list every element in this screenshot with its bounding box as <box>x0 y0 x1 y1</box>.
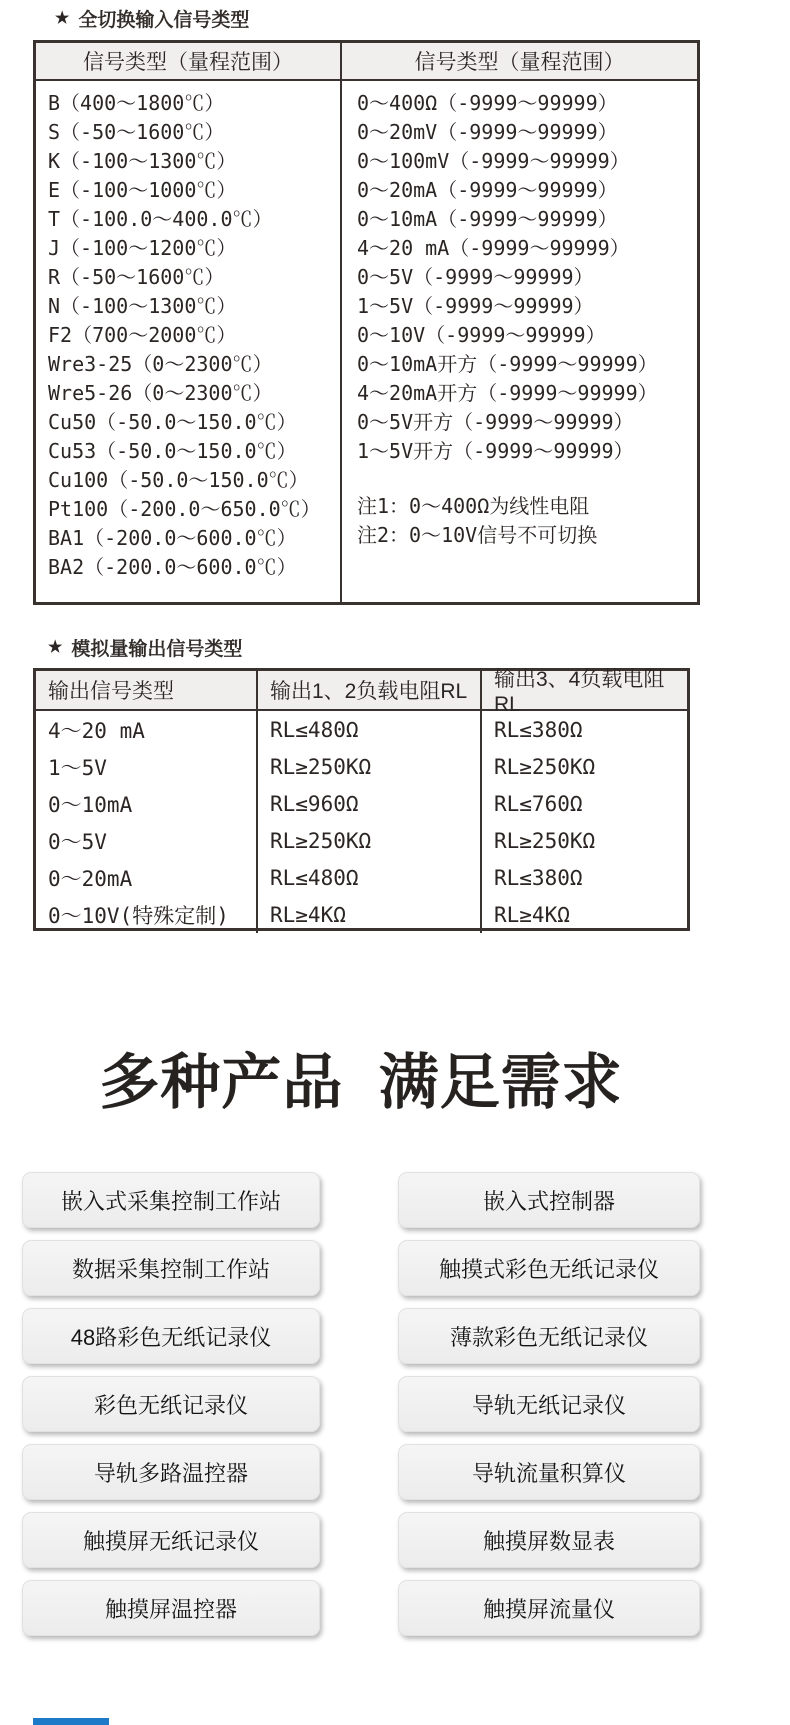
table-note: 注2：0～10V信号不可切换 <box>357 523 598 547</box>
product-button[interactable]: 薄款彩色无纸记录仪 <box>398 1308 700 1364</box>
output-table-row <box>36 785 687 822</box>
input-table-right-column <box>342 81 697 604</box>
input-signal-row: Wre3-25（0～2300℃） <box>48 352 273 376</box>
output-load-rl34-cell: RL≤380Ω <box>494 865 583 890</box>
input-signal-row: 0～10V（-9999～99999） <box>357 323 606 347</box>
product-button[interactable]: 触摸屏温控器 <box>22 1580 320 1636</box>
product-button[interactable]: 48路彩色无纸记录仪 <box>22 1308 320 1364</box>
input-signal-row: 0～400Ω（-9999～99999） <box>357 91 618 115</box>
output-table-header-rl34: 输出3、4负载电阻RL <box>494 668 665 716</box>
output-signal-type-cell: 4～20 mA <box>36 711 258 748</box>
product-button[interactable]: 导轨流量积算仪 <box>398 1444 700 1500</box>
output-load-rl12-cell: RL≤480Ω <box>258 859 482 896</box>
section-title-input: 全切换输入信号类型 <box>78 10 250 31</box>
input-signal-row: Cu100（-50.0～150.0℃） <box>48 468 309 492</box>
input-signal-row: 0～20mV（-9999～99999） <box>357 120 618 144</box>
input-signal-row: Cu53（-50.0～150.0℃） <box>48 439 297 463</box>
input-table-header-row <box>36 43 697 81</box>
output-signal-type-cell: 0～20mA <box>36 859 258 896</box>
output-load-rl34-cell: RL≥250KΩ <box>494 828 596 853</box>
input-signal-row: K（-100～1300℃） <box>48 149 237 173</box>
output-signal-type-cell: 1～5V <box>36 748 258 785</box>
input-table-notes <box>357 492 697 550</box>
bottom-accent-bar <box>33 1718 109 1725</box>
input-table-header-right: 信号类型（量程范围） <box>414 51 625 74</box>
input-signal-row: Cu50（-50.0～150.0℃） <box>48 410 297 434</box>
output-table-body <box>36 711 687 933</box>
product-button[interactable]: 触摸屏无纸记录仪 <box>22 1512 320 1568</box>
output-signal-type-cell: 0～10V(特殊定制) <box>36 896 258 933</box>
product-button[interactable]: 导轨无纸记录仪 <box>398 1376 700 1432</box>
product-button[interactable]: 数据采集控制工作站 <box>22 1240 320 1296</box>
input-signal-row: 1～5V开方（-9999～99999） <box>357 439 634 463</box>
input-signal-row: BA2（-200.0～600.0℃） <box>48 555 297 579</box>
input-signal-row: T（-100.0～400.0℃） <box>48 207 273 231</box>
output-table-header-row <box>36 668 687 716</box>
input-signal-row: 0～5V开方（-9999～99999） <box>357 410 634 434</box>
input-signal-row: N（-100～1300℃） <box>48 294 237 318</box>
input-signal-row: 0～10mA（-9999～99999） <box>357 207 618 231</box>
output-table-row <box>36 859 687 896</box>
output-signal-type-cell: 0～10mA <box>36 785 258 822</box>
output-table-row <box>36 748 687 785</box>
output-table-header-rl12: 输出1、2负载电阻RL <box>258 671 482 709</box>
output-load-rl34-cell: RL≤380Ω <box>494 717 583 742</box>
input-signal-list <box>357 89 697 466</box>
input-signal-row: 0～20mA（-9999～99999） <box>357 178 618 202</box>
output-signal-table <box>33 668 690 931</box>
output-table-header-type: 输出信号类型 <box>36 671 258 709</box>
input-table-left-column <box>36 81 342 604</box>
input-table-body <box>36 81 697 604</box>
product-column-left <box>22 1172 320 1636</box>
input-signal-row: BA1（-200.0～600.0℃） <box>48 526 297 550</box>
output-load-rl12-cell: RL≤960Ω <box>258 785 482 822</box>
table-note: 注1：0～400Ω为线性电阻 <box>357 494 590 518</box>
product-button[interactable]: 彩色无纸记录仪 <box>22 1376 320 1432</box>
input-table-header-left: 信号类型（量程范围） <box>36 43 342 79</box>
section-header-input <box>55 5 249 32</box>
input-signal-row: 0～5V（-9999～99999） <box>357 265 594 289</box>
output-load-rl12-cell: RL≥4KΩ <box>258 896 482 933</box>
input-signal-row: 4～20mA开方（-9999～99999） <box>357 381 658 405</box>
input-signal-row: E（-100～1000℃） <box>48 178 237 202</box>
input-signal-row: 4～20 mA（-9999～99999） <box>357 236 630 260</box>
star-icon: ★ <box>55 9 70 27</box>
input-signal-table <box>33 40 700 605</box>
product-column-right <box>398 1172 700 1636</box>
output-table-row <box>36 896 687 933</box>
output-load-rl12-cell: RL≤480Ω <box>258 711 482 748</box>
input-signal-row: S（-50～1600℃） <box>48 120 225 144</box>
input-signal-row: Pt100（-200.0～650.0℃） <box>48 497 321 521</box>
output-load-rl12-cell: RL≥250KΩ <box>258 822 482 859</box>
input-signal-row: 0～10mA开方（-9999～99999） <box>357 352 658 376</box>
output-load-rl34-cell: RL≤760Ω <box>494 791 583 816</box>
output-table-row <box>36 711 687 748</box>
output-load-rl12-cell: RL≥250KΩ <box>258 748 482 785</box>
product-button[interactable]: 触摸屏数显表 <box>398 1512 700 1568</box>
product-button[interactable]: 嵌入式采集控制工作站 <box>22 1172 320 1228</box>
input-signal-row: Wre5-26（0～2300℃） <box>48 381 273 405</box>
hero-title: 多种产品 满足需求 <box>99 1049 623 1116</box>
star-icon: ★ <box>48 638 63 656</box>
output-load-rl34-cell: RL≥4KΩ <box>494 902 570 927</box>
product-button[interactable]: 导轨多路温控器 <box>22 1444 320 1500</box>
input-signal-row: 0～100mV（-9999～99999） <box>357 149 630 173</box>
product-button[interactable]: 触摸屏流量仪 <box>398 1580 700 1636</box>
product-button[interactable]: 嵌入式控制器 <box>398 1172 700 1228</box>
input-signal-row: J（-100～1200℃） <box>48 236 237 260</box>
input-signal-row: F2（700～2000℃） <box>48 323 237 347</box>
input-signal-row: B（400～1800℃） <box>48 91 225 115</box>
output-load-rl34-cell: RL≥250KΩ <box>494 754 596 779</box>
section-title-output: 模拟量输出信号类型 <box>71 639 243 660</box>
input-signal-row: 1～5V（-9999～99999） <box>357 294 594 318</box>
input-signal-row: R（-50～1600℃） <box>48 265 225 289</box>
output-table-row <box>36 822 687 859</box>
section-header-output <box>48 634 242 661</box>
output-signal-type-cell: 0～5V <box>36 822 258 859</box>
product-button[interactable]: 触摸式彩色无纸记录仪 <box>398 1240 700 1296</box>
